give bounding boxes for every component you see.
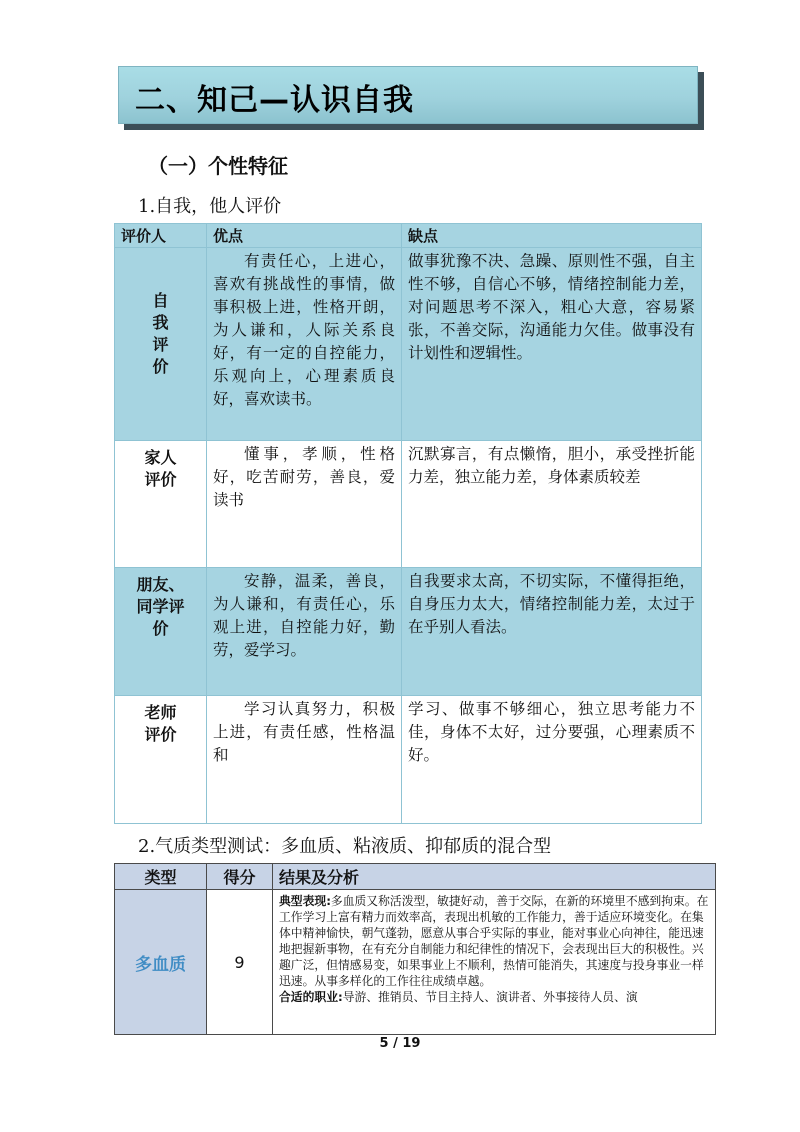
row-strengths: 懂事，孝顺，性格好，吃苦耐劳，善良，爱读书 (207, 441, 402, 568)
header-strengths: 优点 (207, 224, 402, 248)
page-footer (0, 1036, 800, 1051)
row-weaknesses: 做事犹豫不决、急躁、原则性不强，自主性不够，自信心不够，情绪控制能力差，对问题思考不深入，粗心大意，容易紧张，不善交际，沟通能力欠佳。做事没有计划性和逻辑性。 (402, 248, 702, 441)
header-analysis: 结果及分析 (273, 864, 716, 890)
page-number: 5 (379, 1036, 389, 1051)
table-row (115, 248, 702, 441)
section-banner (118, 66, 698, 124)
section-title: 二、知己—认识自我 (135, 83, 414, 118)
typical-label: 典型表现: (279, 894, 331, 908)
q2-title: 2.气质类型测试：多血质、粘液质、抑郁质的混合型 (138, 836, 552, 857)
table-row (115, 441, 702, 568)
temperament-header-row (115, 864, 716, 890)
row-strengths: 有责任心，上进心，喜欢有挑战性的事情，做事积极上进，性格开朗，为人谦和，人际关系良好，有一定的自控能力，乐观向上，心理素质良好，喜欢读书。 (207, 248, 402, 441)
evaluation-table (114, 223, 702, 824)
row-weaknesses: 自我要求太高，不切实际，不懂得拒绝，自身压力太大，情绪控制能力差，太过于在乎别人看法。 (402, 568, 702, 696)
page-total: 19 (402, 1036, 421, 1051)
header-type: 类型 (115, 864, 207, 890)
row-weaknesses: 沉默寡言，有点懒惰，胆小，承受挫折能力差，独立能力差，身体素质较差 (402, 441, 702, 568)
header-evaluator: 评价人 (115, 224, 207, 248)
header-weaknesses: 缺点 (402, 224, 702, 248)
row-evaluator: 朋友、同学评价 (136, 575, 185, 638)
row-evaluator: 自我评价 (152, 291, 169, 376)
table-row (115, 568, 702, 696)
temperament-type: 多血质 (115, 890, 207, 1035)
header-score: 得分 (207, 864, 273, 890)
row-evaluator: 老师评价 (144, 703, 177, 744)
temperament-analysis (273, 890, 716, 1035)
subsection-title: （一）个性特征 (148, 154, 288, 178)
page-separator: / (393, 1036, 398, 1051)
temperament-table (114, 863, 716, 1035)
typical-text: 多血质又称活泼型，敏捷好动，善于交际，在新的环境里不感到拘束。在工作学习上富有精力而效率高，表现出机敏的工作能力，善于适应环境变化。在集体中精神愉快，朝气蓬勃，愿意从事合乎实际的事业，能对事业心向神往，能迅速地把握新事物，在有充分自制能力和纪律性的情况下，会表现出巨大的积极性。兴趣广泛，但情感易变，如果事业上不顺利，热情可能消失，其速度与投身事业一样迅速。从事多样化的工作往往成绩卓越。 (279, 894, 709, 988)
temperament-score: 9 (207, 890, 273, 1035)
row-weaknesses: 学习、做事不够细心，独立思考能力不佳，身体不太好，过分要强，心理素质不好。 (402, 696, 702, 824)
row-strengths: 安静，温柔，善良，为人谦和，有责任心，乐观上进，自控能力好，勤劳，爱学习。 (207, 568, 402, 696)
jobs-label: 合适的职业: (279, 990, 343, 1004)
table-row (115, 696, 702, 824)
q1-title: 1.自我，他人评价 (138, 196, 282, 217)
evaluation-header-row (115, 224, 702, 248)
table-row (115, 890, 716, 1035)
row-evaluator: 家人评价 (144, 448, 177, 489)
jobs-text: 导游、推销员、节目主持人、演讲者、外事接待人员、演 (342, 990, 638, 1004)
row-strengths: 学习认真努力，积极上进，有责任感，性格温和 (207, 696, 402, 824)
